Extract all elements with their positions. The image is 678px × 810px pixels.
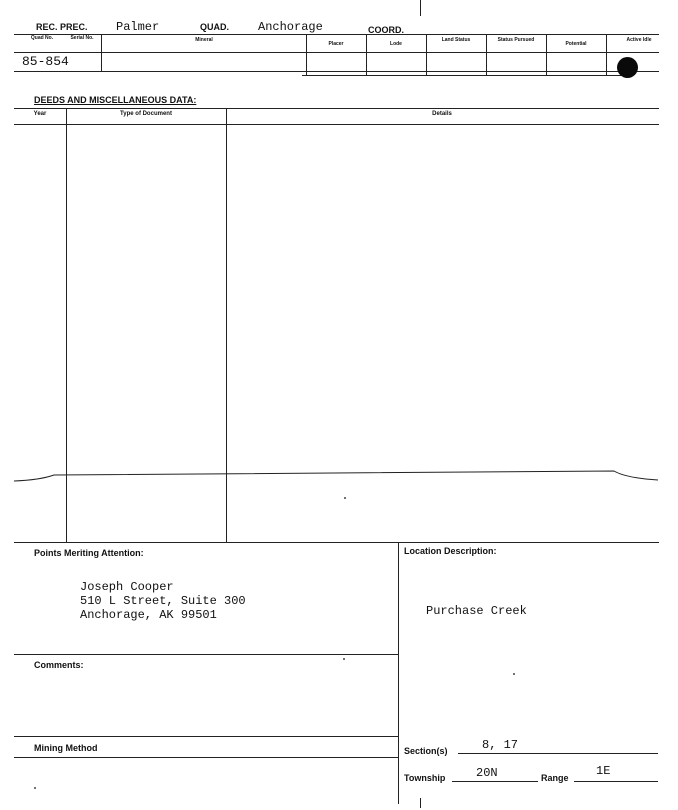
col-year: Year bbox=[33, 111, 47, 117]
range-value: 1E bbox=[596, 764, 611, 778]
section-label: Section(s) bbox=[404, 746, 448, 756]
points-bottom-rule bbox=[14, 654, 398, 655]
deeds-header-rule bbox=[14, 124, 659, 125]
points-line2: 510 L Street, Suite 300 bbox=[80, 594, 246, 608]
coord-label: COORD. bbox=[368, 25, 404, 35]
quad-value: Anchorage bbox=[258, 20, 323, 34]
rec-prec-label: REC. PREC. bbox=[36, 22, 88, 32]
quad-no-value: 85-854 bbox=[22, 54, 69, 69]
col-active-idle: Active Idle bbox=[626, 37, 652, 43]
divider-placer bbox=[366, 34, 367, 75]
township-line bbox=[452, 781, 538, 782]
rec-prec-value: Palmer bbox=[116, 20, 160, 34]
section-line bbox=[458, 753, 658, 754]
col-mineral: Mineral bbox=[195, 37, 213, 43]
col-type: Type of Document bbox=[120, 111, 172, 117]
speck bbox=[344, 497, 346, 499]
divider-mineral bbox=[306, 34, 307, 75]
divider-status bbox=[546, 34, 547, 75]
range-label: Range bbox=[541, 773, 569, 783]
col-placer: Placer bbox=[328, 41, 344, 47]
col-land-status: Land Status bbox=[441, 37, 471, 43]
deeds-title: DEEDS AND MISCELLANEOUS DATA: bbox=[34, 95, 197, 105]
mining-bottom-rule bbox=[14, 757, 398, 758]
points-label: Points Meriting Attention: bbox=[34, 548, 144, 558]
divider-land bbox=[486, 34, 487, 75]
township-label: Township bbox=[404, 773, 446, 783]
speck bbox=[34, 787, 36, 789]
deeds-bottom-rule bbox=[14, 542, 659, 543]
location-value: Purchase Creek bbox=[426, 604, 527, 618]
col-lode: Lode bbox=[390, 41, 402, 47]
township-value: 20N bbox=[476, 766, 498, 780]
header-rule bbox=[14, 34, 659, 35]
mining-method-label: Mining Method bbox=[34, 743, 98, 753]
speck bbox=[513, 673, 515, 675]
col-potential: Potential bbox=[565, 41, 587, 47]
divider-potential bbox=[606, 34, 607, 75]
divider-serial bbox=[101, 34, 102, 72]
col-details: Details bbox=[432, 111, 452, 117]
top-tick bbox=[420, 0, 421, 16]
comments-label: Comments: bbox=[34, 660, 84, 670]
bottom-tick bbox=[420, 798, 421, 808]
speck bbox=[343, 658, 345, 660]
section-value: 8, 17 bbox=[482, 738, 519, 752]
column-header-rule bbox=[14, 52, 659, 53]
col-serial-no: Serial No. bbox=[70, 35, 94, 41]
row-bottom-rule bbox=[14, 71, 659, 72]
quad-label: QUAD. bbox=[200, 22, 229, 32]
points-line3: Anchorage, AK 99501 bbox=[80, 608, 217, 622]
comments-bottom-rule bbox=[14, 736, 398, 737]
bottom-divider bbox=[398, 542, 399, 804]
deeds-top-rule bbox=[14, 108, 659, 109]
row-bottom-rule-2 bbox=[302, 75, 622, 76]
col-status-pursued: Status Pursued bbox=[497, 37, 535, 43]
divider-lode bbox=[426, 34, 427, 75]
active-marker bbox=[617, 57, 638, 78]
points-line1: Joseph Cooper bbox=[80, 580, 174, 594]
page-seam bbox=[0, 462, 678, 492]
range-line bbox=[574, 781, 658, 782]
col-quad-no: Quad No. bbox=[30, 35, 54, 41]
location-label: Location Description: bbox=[404, 546, 497, 556]
